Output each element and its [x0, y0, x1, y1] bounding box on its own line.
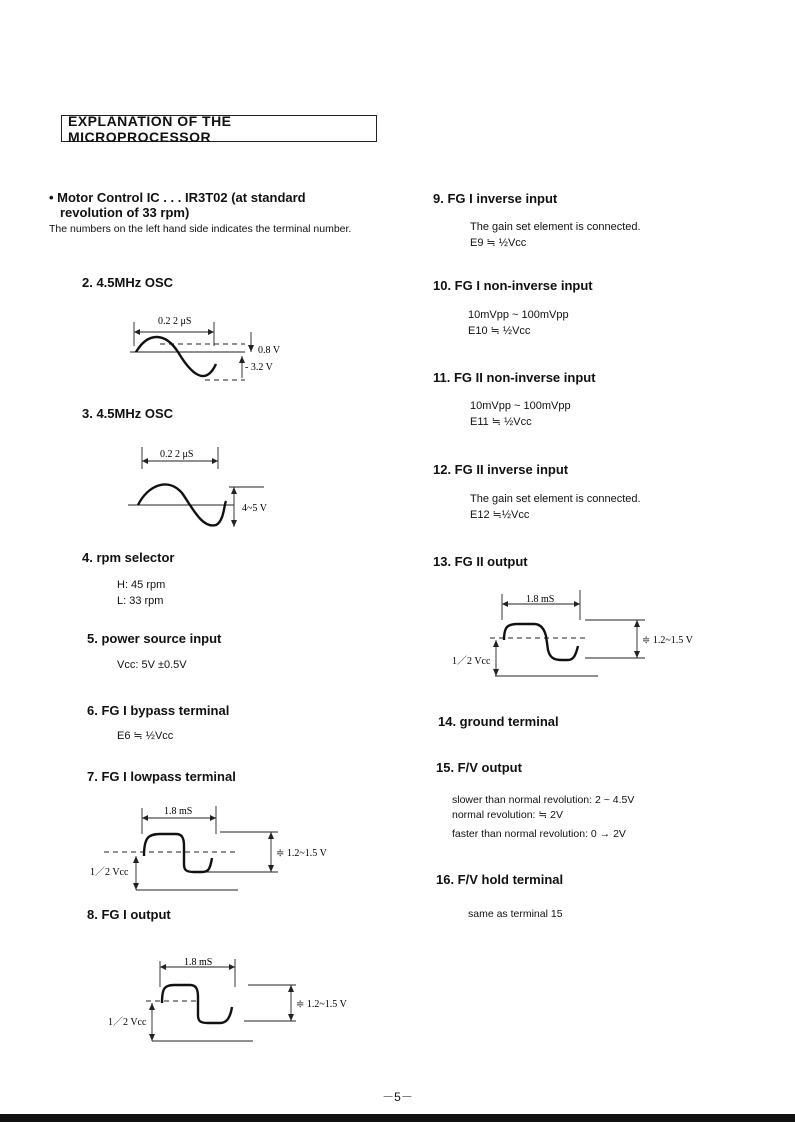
section-12-line2: E12 ≒½Vcc — [470, 509, 530, 521]
intro-heading-line1: • Motor Control IC . . . IR3T02 (at standard — [49, 190, 306, 205]
rpm-high-line: H: 45 rpm — [117, 579, 166, 591]
fv-faster-line: faster than normal revolution: 0 → 2V — [452, 828, 626, 840]
section-11-heading: 11. FG II non-inverse input — [433, 370, 596, 385]
section-16-heading: 16. F/V hold terminal — [436, 872, 564, 887]
section-7-heading: 7. FG I lowpass terminal — [87, 769, 236, 784]
osc2-waveform-diagram — [120, 308, 300, 388]
section-12-body — [470, 491, 641, 523]
section-9-body — [470, 219, 641, 251]
section-6-body: E6 ≒ ½Vcc — [117, 730, 174, 742]
section-11-line2: E11 ≒ ½Vcc — [470, 416, 532, 428]
fg13-baseline-label: 1／2 Vcc — [452, 656, 491, 667]
section-4-body — [117, 577, 165, 609]
section-8-heading: 8. FG I output — [87, 907, 171, 922]
section-15-body — [452, 793, 634, 842]
fv-slower-line: slower than normal revolution: 2 ~ 4.5V — [452, 794, 635, 806]
section-4-heading: 4. rpm selector — [82, 550, 175, 565]
section-9-heading: 9. FG I inverse input — [433, 191, 558, 206]
section-11-line1: 10mVpp ~ 100mVpp — [470, 400, 571, 412]
section-11-body — [470, 398, 571, 430]
section-13-heading: 13. FG II output — [433, 554, 528, 569]
section-5-heading: 5. power source input — [87, 631, 222, 646]
section-3-heading: 3. 4.5MHz OSC — [82, 406, 174, 421]
osc3-period-label: 0.2 2 μS — [160, 449, 194, 460]
section-9-line2: E9 ≒ ½Vcc — [470, 237, 527, 249]
intro-heading-line2: revolution of 33 rpm) — [60, 205, 190, 220]
section-6-heading: 6. FG I bypass terminal — [87, 703, 230, 718]
fg7-waveform-diagram — [88, 800, 358, 895]
fg13-amplitude-label: ≑ 1.2~1.5 V — [642, 635, 693, 646]
section-12-line1: The gain set element is connected. — [470, 493, 641, 505]
fg7-baseline-label: 1／2 Vcc — [90, 867, 129, 878]
intro-text: The numbers on the left hand side indicates the terminal number. — [49, 223, 352, 235]
fg8-period-label: 1.8 mS — [184, 957, 213, 968]
fg13-waveform-diagram — [450, 588, 725, 683]
scan-bottom-edge — [0, 1114, 795, 1122]
fg8-waveform-diagram — [108, 953, 368, 1048]
osc3-amplitude-label: 4~5 V — [242, 503, 267, 514]
section-16-body: same as terminal 15 — [468, 908, 563, 920]
osc2-period-label: 0.2 2 μS — [158, 316, 192, 327]
fg13-period-label: 1.8 mS — [526, 594, 555, 605]
osc2-level2-label: - 3.2 V — [245, 362, 273, 373]
osc2-level1-label: 0.8 V — [258, 345, 281, 356]
osc3-waveform-diagram — [124, 443, 299, 533]
section-14-heading: 14. ground terminal — [438, 714, 559, 729]
section-10-heading: 10. FG I non-inverse input — [433, 278, 593, 293]
section-10-line2: E10 ≒ ½Vcc — [468, 325, 531, 337]
page-number: －5－ — [382, 1090, 413, 1104]
section-15-heading: 15. F/V output — [436, 760, 522, 775]
fg7-period-label: 1.8 mS — [164, 806, 193, 817]
section-10-body — [468, 307, 569, 339]
fg7-amplitude-label: ≑ 1.2~1.5 V — [276, 848, 327, 859]
fg8-baseline-label: 1／2 Vcc — [108, 1017, 147, 1028]
page-title: EXPLANATION OF THE MICROPROCESSOR — [61, 115, 377, 142]
section-5-body: Vcc: 5V ±0.5V — [117, 659, 187, 671]
section-10-line1: 10mVpp ~ 100mVpp — [468, 309, 569, 321]
fv-normal-line: normal revolution: ≒ 2V — [452, 809, 563, 821]
intro-heading — [49, 190, 379, 220]
section-2-heading: 2. 4.5MHz OSC — [82, 275, 174, 290]
section-9-line1: The gain set element is connected. — [470, 221, 641, 233]
fg8-amplitude-label: ≑ 1.2~1.5 V — [296, 999, 347, 1010]
section-12-heading: 12. FG II inverse input — [433, 462, 569, 477]
rpm-low-line: L: 33 rpm — [117, 595, 164, 607]
